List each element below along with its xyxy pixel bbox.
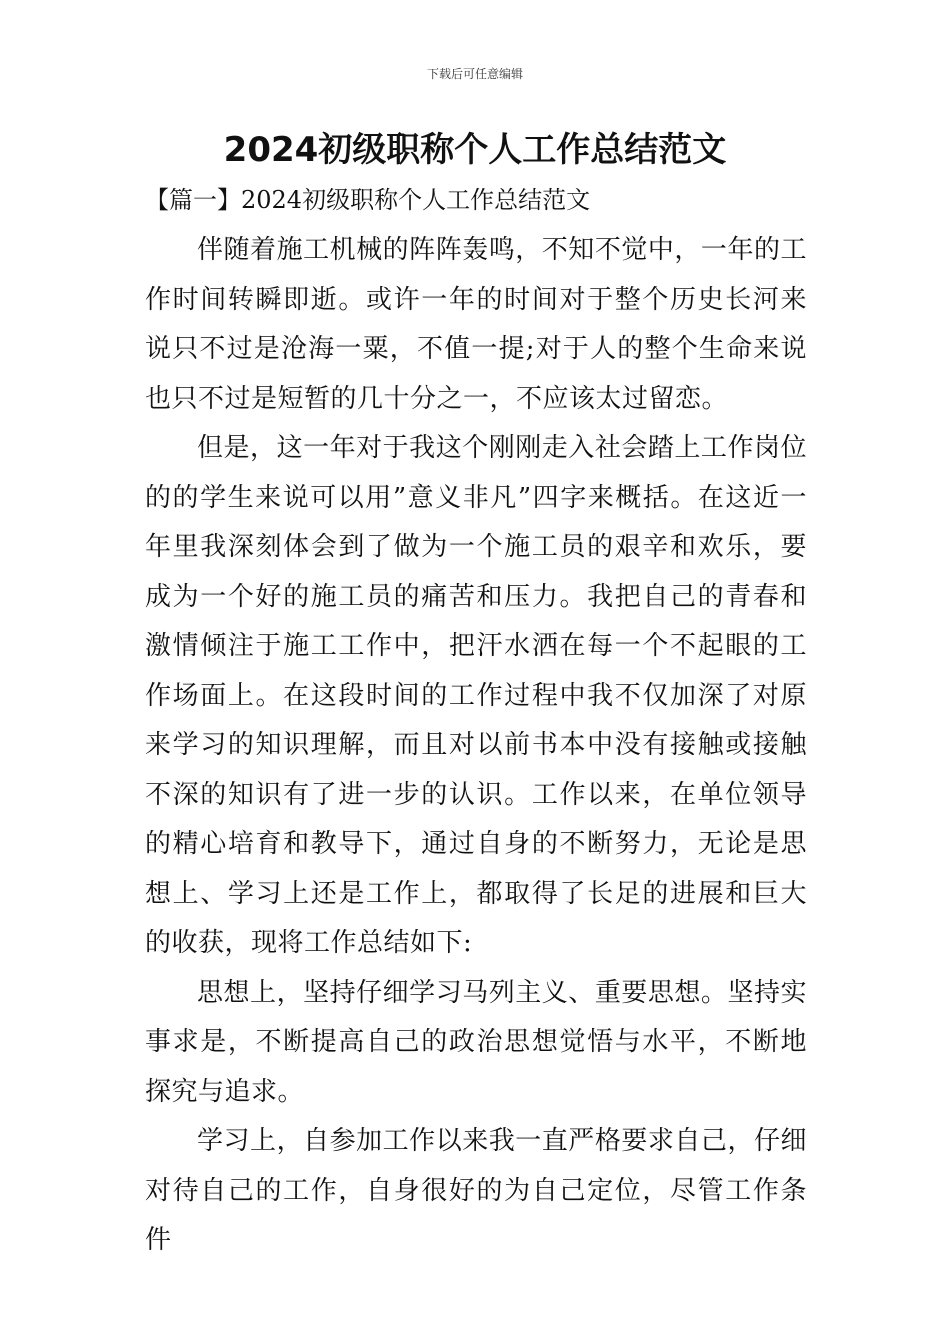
document-title: 2024初级职称个人工作总结范文 (223, 130, 727, 170)
paragraph-2: 但是，这一年对于我这个刚刚走入社会踏上工作岗位的的学生来说可以用”意义非凡”四字来概括。在这近一年里我深刻体会到了做为一个施工员的艰辛和欢乐，要成为一个好的施工员的痛苦和压力。我把自己的青春和激情倾注于施工工作中，把汗水洒在每一个不起眼的工作场面上。在这段时间的工作过程中我不仅加深了对原来学习的知识理解，而且对以前书本中没有接触或接触不深的知识有了进一步的认识。工作以来，在单位领导的精心培育和教导下，通过自身的不断努力，无论是思想上、学习上还是工作上，都取得了长足的进展和巨大的收获，现将工作总结如下: (145, 433, 807, 958)
header-note: 下载后可任意编辑 (426, 67, 523, 81)
paragraph-3: 思想上，坚持仔细学习马列主义、重要思想。坚持实事求是，不断提高自己的政治思想觉悟与水平，不断地探究与追求。 (145, 977, 807, 1107)
paragraph-4: 学习上，自参加工作以来我一直严格要求自己，仔细对待自己的工作，自身很好的为自己定位，尽管工作条件 (145, 1126, 807, 1255)
paragraph-1: 伴随着施工机械的阵阵轰鸣，不知不觉中，一年的工作时间转瞬即逝。或许一年的时间对于整个历史长河来说只不过是沧海一粟，不值一提;对于人的整个生命来说也只不过是短暂的几十分之一，不应该太过留恋。 (145, 235, 807, 414)
section-heading: 【篇一】2024初级职称个人工作总结范文 (145, 186, 591, 214)
body-text (145, 226, 807, 1266)
